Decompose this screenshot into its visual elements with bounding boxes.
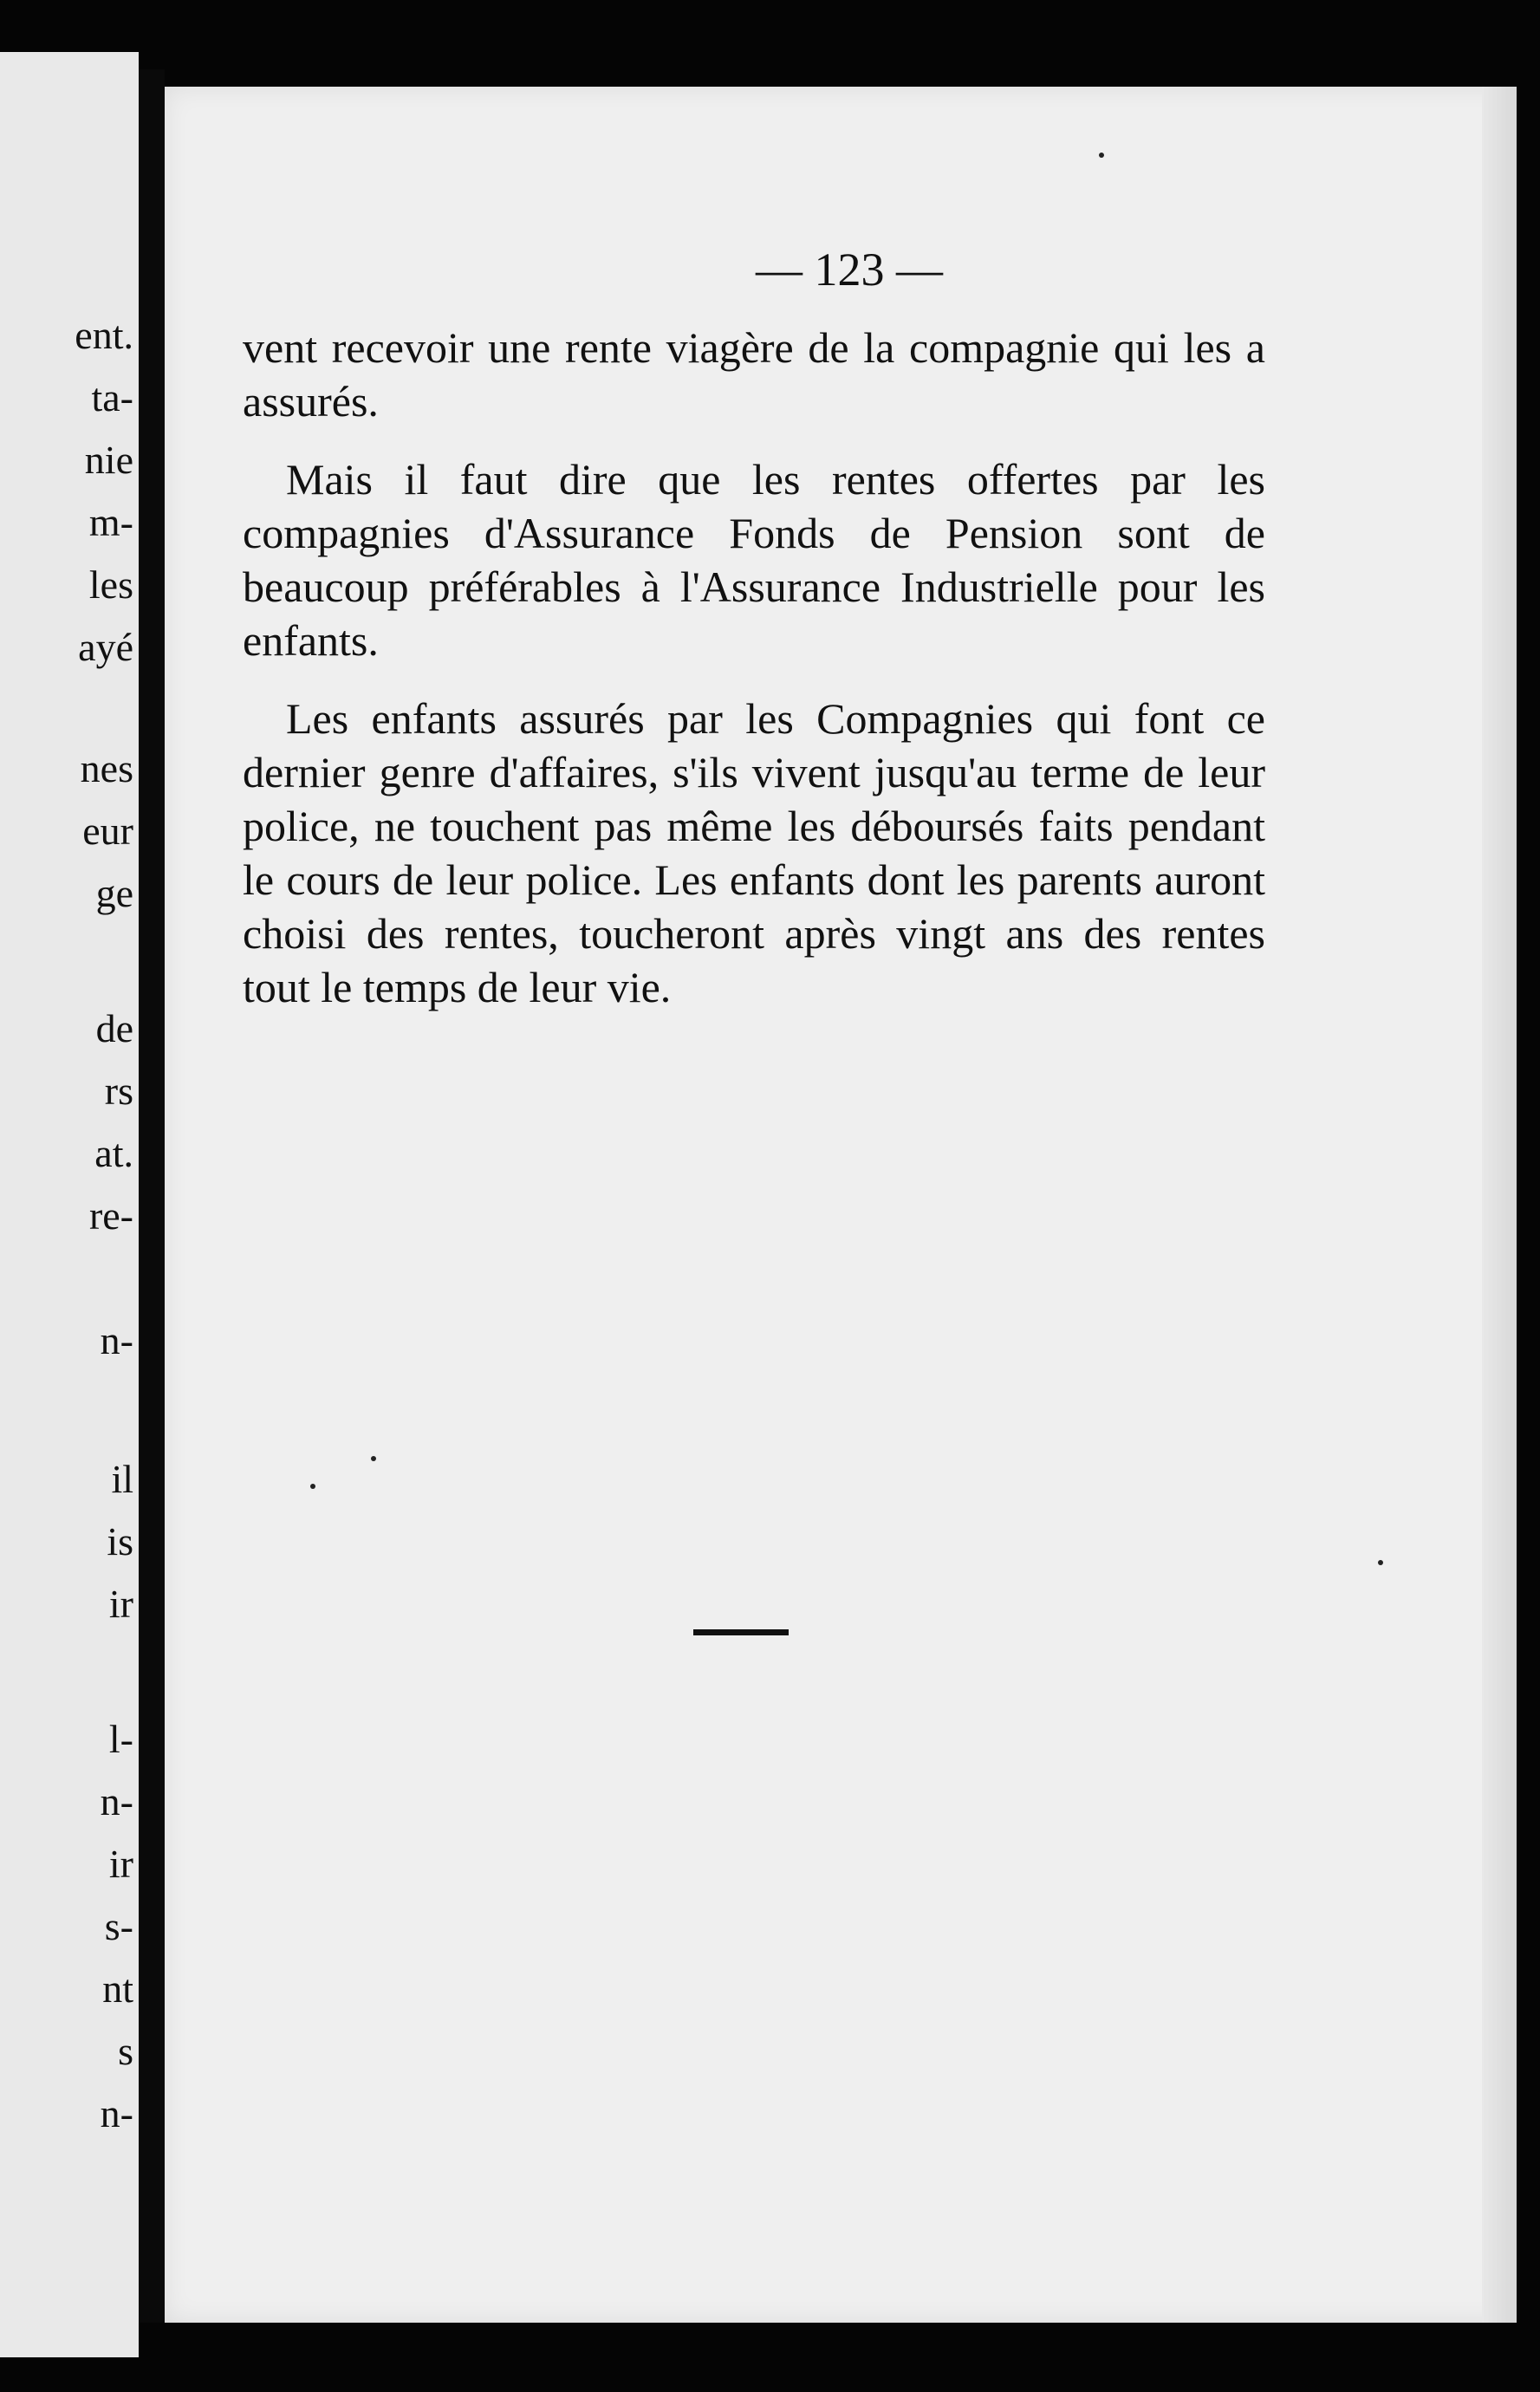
left-page-line: s- bbox=[104, 1904, 133, 1948]
left-page-line: ayé bbox=[78, 625, 133, 669]
left-page-line: eur bbox=[82, 809, 133, 853]
end-rule bbox=[693, 1629, 789, 1635]
left-page-line: ir bbox=[108, 1582, 133, 1626]
left-page-line: is bbox=[107, 1519, 133, 1563]
left-page-line: n- bbox=[100, 1318, 133, 1362]
paragraph: Les enfants assurés par les Compagnies qui font ce dernier genre d'affaires, s'ils vivent jusqu'au terme de leur police, ne touchent pas même les déboursés faits pendant le cours de leur police. Les enfants dont les parents auront choisi des rentes, toucheront après vingt ans des rentes tout le temps de leur vie. bbox=[243, 694, 1265, 1011]
left-page-line: n- bbox=[100, 2091, 133, 2135]
main-page bbox=[165, 87, 1517, 2323]
page-edge bbox=[1482, 87, 1517, 2323]
left-page-line: ir bbox=[108, 1842, 133, 1886]
left-page-line: at. bbox=[94, 1131, 133, 1175]
left-page-line: il bbox=[111, 1457, 133, 1501]
left-page-line: s bbox=[118, 2029, 133, 2073]
left-page-line: les bbox=[88, 562, 133, 607]
scan-speck bbox=[1378, 1560, 1383, 1565]
left-page-line: ent. bbox=[75, 313, 133, 357]
left-page-line: l- bbox=[108, 1717, 133, 1761]
paragraph: vent recevoir une rente viagère de la compagnie qui les a assurés. bbox=[243, 323, 1265, 426]
scan-speck bbox=[310, 1484, 315, 1489]
scan-speck bbox=[1099, 153, 1104, 158]
left-page-line: ge bbox=[95, 871, 133, 915]
scan-speck bbox=[371, 1456, 376, 1461]
left-page-line: re- bbox=[88, 1193, 133, 1238]
left-page-line: m- bbox=[88, 500, 133, 544]
left-page-line: rs bbox=[104, 1069, 133, 1113]
page-number: — 123 — bbox=[756, 244, 943, 296]
left-page-line: nes bbox=[80, 746, 133, 790]
left-page-line: de bbox=[95, 1006, 133, 1050]
left-page-line: ta- bbox=[91, 375, 133, 419]
book-gutter bbox=[139, 69, 165, 2323]
left-page-line: n- bbox=[100, 1779, 133, 1823]
left-facing-page bbox=[0, 52, 139, 2357]
left-page-line: nt bbox=[102, 1966, 133, 2011]
body-text bbox=[243, 321, 1265, 1038]
left-page-line: nie bbox=[84, 438, 133, 482]
paragraph: Mais il faut dire que les rentes offertes par les compagnies d'Assurance Fonds de Pension sont de beaucoup préférables à l'Assurance Industrielle pour les enfants. bbox=[243, 455, 1265, 665]
